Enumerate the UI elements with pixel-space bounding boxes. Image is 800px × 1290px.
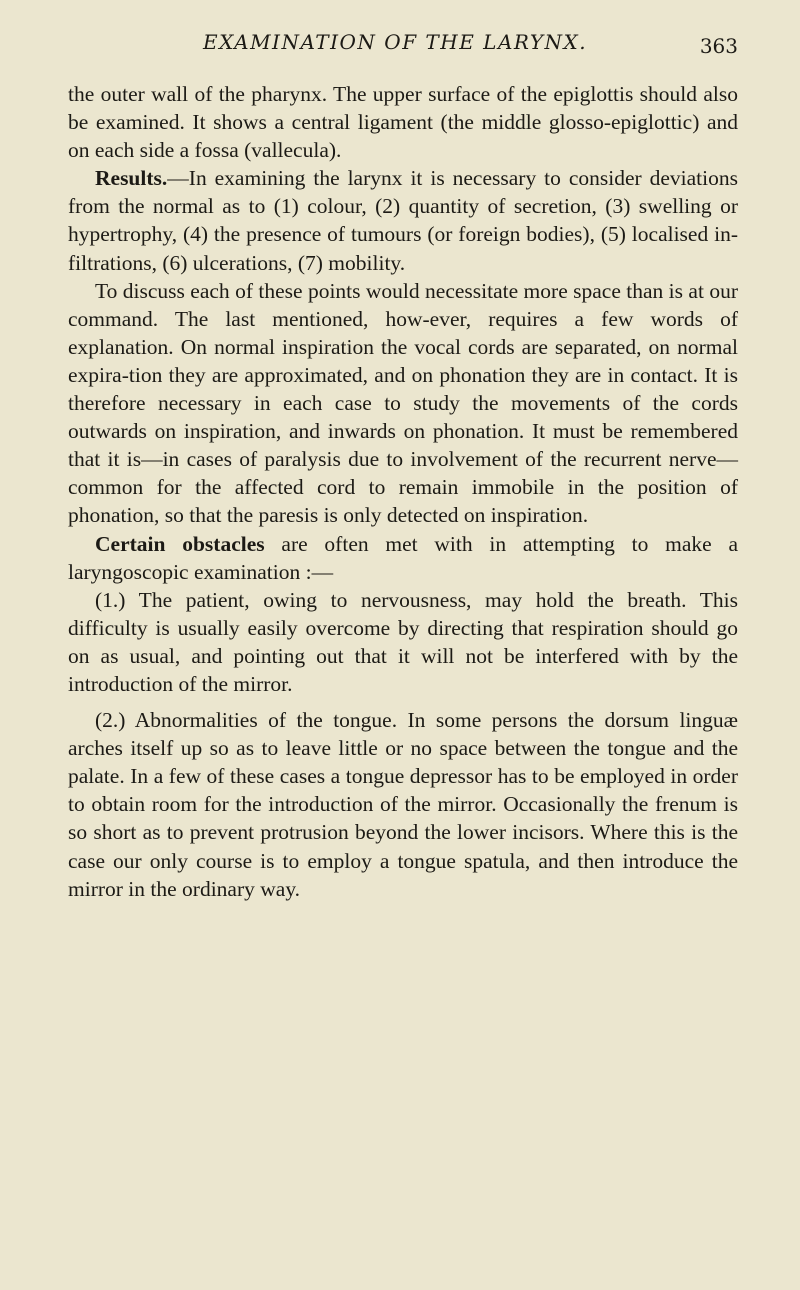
paragraph-text: are often met with in attempting to make a laryngoscopic examination :— bbox=[68, 531, 738, 584]
paragraph-text: (2.) Abnormalities of the tongue. In some persons the dorsum linguæ arches itself up so as to leave little or no space between the tongue and the palate. In a few of these cases a tongue depressor has to be employed in order to obtain room for the introduction of the mirror. Occasionally the frenum is so short as to prevent protrusion beyond the lower incisors. Where this is the case our only course is to employ a tongue spatula, and then introduce the mirror in the ordinary way. bbox=[68, 708, 738, 901]
paragraph-lead: Certain obstacles bbox=[95, 531, 265, 556]
running-head bbox=[68, 22, 738, 62]
page-number: 363 bbox=[699, 34, 738, 58]
body-text bbox=[68, 80, 738, 903]
paragraph-text: —In examining the larynx it is necessary to consider deviations from the normal as to (1) colour, (2) quantity of secretion, (3) swelling or hypertrophy, (4) the presence of tumours (or foreign bodies), (5) localised in-filtrations, (6) ulcerations, (7) mobility. bbox=[68, 166, 738, 275]
paragraph-results bbox=[68, 164, 738, 276]
paragraph-lead: Results. bbox=[95, 166, 168, 191]
paragraph-pharynx bbox=[68, 80, 738, 164]
paragraph-text: (1.) The patient, owing to nervousness, may hold the breath. This difficulty is usually easily overcome by directing that respiration should go on as usual, and pointing out that it will not be interfered with by the introduction of the mirror. bbox=[68, 587, 738, 696]
paragraph-obstacles bbox=[68, 530, 738, 586]
paragraph-text: To discuss each of these points would necessitate more space than is at our command. The last mentioned, how-ever, requires a few words of explanation. On normal inspiration the vocal cords are separated, on normal expira-tion they are approximated, and on phonation they are in contact. It is therefore necessary in each case to study the movements of the cords outwards on inspiration, and inwards on phonation. It must be remembered that it is—in cases of paralysis due to involvement of the recurrent nerve—common for the affected cord to remain immobile in the position of phonation, so that the paresis is only detected on inspiration. bbox=[68, 278, 738, 528]
paragraph-tongue bbox=[68, 706, 738, 903]
running-title: EXAMINATION OF THE LARYNX. bbox=[203, 30, 588, 54]
paragraph-mobility bbox=[68, 277, 738, 530]
paragraph-nervousness bbox=[68, 586, 738, 698]
paragraph-text: the outer wall of the pharynx. The upper surface of the epiglottis should also be examined. It shows a central ligament (the middle glosso-epiglottic) and on each side a fossa (vallecula). bbox=[68, 82, 738, 163]
